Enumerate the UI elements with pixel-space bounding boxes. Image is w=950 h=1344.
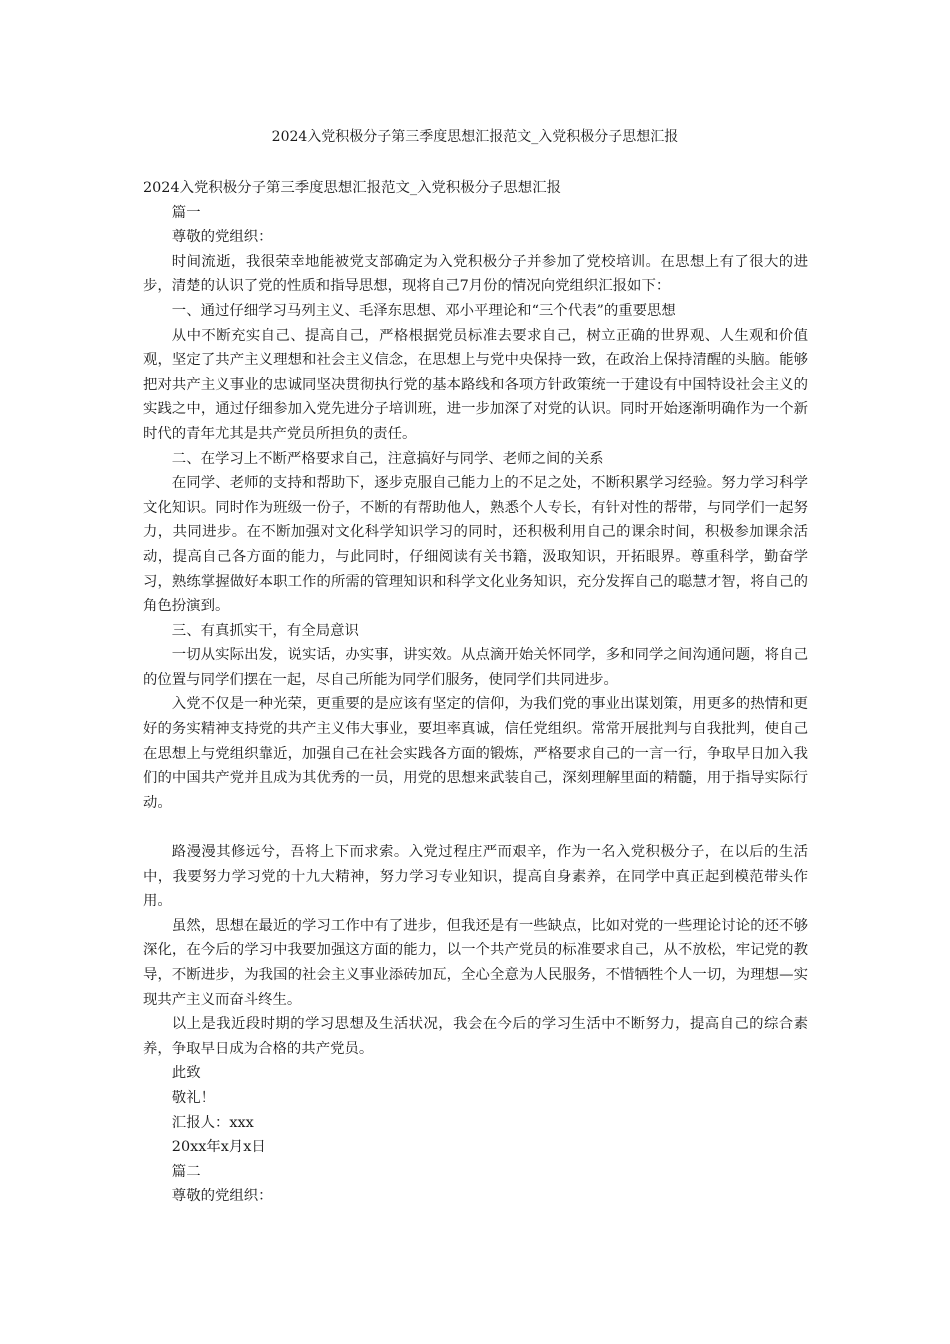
paragraph-7: 以上是我近段时期的学习思想及生活状况，我会在今后的学习生活中不断努力，提高自己的综合素养，争取早日成为合格的共产党员。 xyxy=(143,1016,808,1057)
closing-line-1: 此致 xyxy=(171,1065,201,1082)
salutation-2: 尊敬的党组织： xyxy=(171,1188,273,1205)
intro-paragraph: 时间流逝，我很荣幸地能被党支部确定为入党积极分子并参加了党校培训。在思想上有了很大的进步，清楚的认识了党的性质和指导思想，现将自己7月份的情况向党组织汇报如下： xyxy=(143,253,808,295)
paragraph-4: 入党不仅是一种光荣，更重要的是应该有坚定的信仰，为我们党的事业出谋划策，用更多的热情和更好的务实精神支持党的共产主义伟大事业，要坦率真诚，信任党组织。常常开展批判与自我批判，使自己在思想上与党组织靠近，加强自己在社会实践各方面的锻炼，严格要求自己的一言一行，争取早日加入我们的中国共产党并且成为其优秀的一员，用党的思想来武装自己，深刻理解里面的精髓，用于指导实际行动。 xyxy=(143,696,808,811)
paragraph-1: 从中不断充实自己、提高自己，严格根据党员标准去要求自己，树立正确的世界观、人生观和价值观，坚定了共产主义理想和社会主义信念，在思想上与党中央保持一致，在政治上保持清醒的头脑。能够把对共产主义事业的忠诚同坚决贯彻执行党的基本路线和各项方针政策统一于建设有中国特设社会主义的实践之中，通过仔细参加入党先进分子培训班，进一步加深了对党的认识。同时开始逐渐明确作为一个新时代的青年尤其是共产党员所担负的责任。 xyxy=(143,327,808,442)
section-two-label: 篇二 xyxy=(171,1163,201,1180)
paragraph-3: 一切从实际出发，说实话，办实事，讲实效。从点滴开始关怀同学，多和同学之间沟通问题，将自己的位置与同学们摆在一起，尽自己所能为同学们服务，使同学们共同进步。 xyxy=(143,647,808,688)
paragraph-6: 虽然，思想在最近的学习工作中有了进步，但我还是有一些缺点，比如对党的一些理论讨论的还不够深化，在今后的学习中我要加强这方面的能力，以一个共产党员的标准要求自己，从不放松，牢记党的教导，不断进步，为我国的社会主义事业添砖加瓦，全心全意为人民服务，不惜牺牲个人一切，为理想—实现共产主义而奋斗终生。 xyxy=(143,917,808,1008)
page-title: 2024入党积极分子第三季度思想汇报范文_入党积极分子思想汇报 xyxy=(271,129,679,145)
paragraph-5: 路漫漫其修远兮，吾将上下而求索。入党过程庄严而艰辛，作为一名入党积极分子，在以后的生活中，我要努力学习党的十九大精神，努力学习专业知识，提高自身素养，在同学中真正起到模范带头作用。 xyxy=(143,844,808,910)
blank-line xyxy=(143,815,808,840)
document-heading: 2024入党积极分子第三季度思想汇报范文_入党积极分子思想汇报 xyxy=(143,180,561,196)
section-one-label: 篇一 xyxy=(171,204,201,221)
section-heading-3: 三、有真抓实干，有全局意识 xyxy=(171,622,359,639)
date-line: 20xx年x月x日 xyxy=(171,1139,266,1156)
document-body xyxy=(143,176,808,1209)
paragraph-2: 在同学、老师的支持和帮助下，逐步克服自己能力上的不足之处，不断积累学习经验。努力学习科学文化知识。同时作为班级一份子，不断的有帮助他人，熟悉个人专长，有针对性的帮带，与同学们一起努力，共同进步。在不断加强对文化科学知识学习的同时，还积极利用自己的课余时间，积极参加课余活动，提高自己各方面的能力，与此同时，仔细阅读有关书籍，汲取知识，开拓眼界。尊重科学，勤奋学习，熟练掌握做好本职工作的所需的管理知识和科学文化业务知识，充分发挥自己的聪慧才智，将自己的角色扮演到。 xyxy=(143,475,808,615)
reporter-line: 汇报人：xxx xyxy=(171,1114,254,1131)
closing-line-2: 敬礼！ xyxy=(171,1089,215,1106)
salutation: 尊敬的党组织： xyxy=(171,229,273,246)
section-heading-2: 二、在学习上不断严格要求自己，注意搞好与同学、老师之间的关系 xyxy=(171,450,604,467)
section-heading-1: 一、通过仔细学习马列主义、毛泽东思想、邓小平理论和“三个代表”的重要思想 xyxy=(171,302,676,319)
